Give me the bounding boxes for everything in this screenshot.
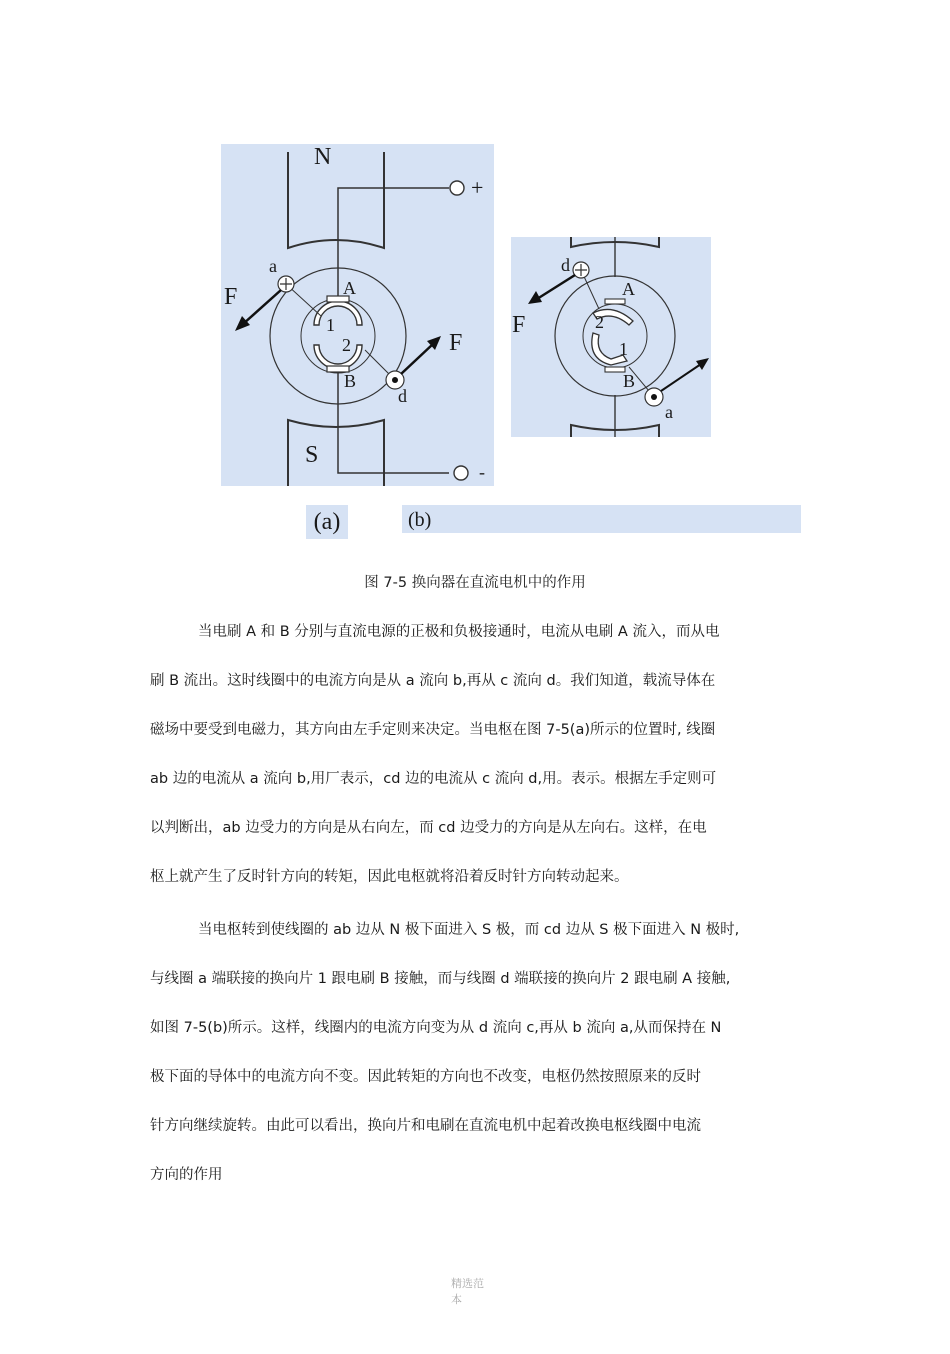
paragraph-line: 极下面的导体中的电流方向不变。因此转矩的方向也不改变，电枢仍然按照原来的反时 — [150, 1069, 701, 1085]
terminal-plus-label: + — [471, 175, 484, 200]
diagram-a — [221, 144, 494, 486]
conductor-d-label: d — [398, 386, 407, 406]
paragraph-line: 如图 7-5(b)所示。这样，线圈内的电流方向变为从 d 流向 c,再从 b 流向 a,从而保持在 N — [150, 1020, 722, 1036]
segment-1-label-b: 1 — [619, 339, 628, 359]
force-right-label: F — [449, 330, 463, 356]
paragraph-line: 枢上就产生了反时针方向的转矩，因此电枢就将沿着反时针方向转动起来。 — [150, 869, 629, 885]
paragraph-line: 当电刷 A 和 B 分别与直流电源的正极和负极接通时，电流从电刷 A 流入，而从电 — [198, 624, 720, 640]
terminal-negative — [454, 466, 468, 480]
segment-2-label: 2 — [342, 335, 351, 355]
paragraph-line: 以判断出，ab 边受力的方向是从右向左，而 cd 边受力的方向是从左向右。这样，在电 — [150, 820, 707, 836]
conductor-d-label-b: d — [561, 255, 570, 275]
segment-1-label: 1 — [326, 315, 335, 335]
page-footer — [451, 1276, 511, 1308]
brush-b-b — [605, 367, 625, 372]
paragraph-line: 磁场中要受到电磁力，其方向由左手定则来决定。当电枢在图 7-5(a)所示的位置时, 线圈 — [150, 722, 716, 738]
current-out-icon — [392, 377, 398, 383]
force-left-label: F — [224, 284, 238, 310]
brush-a-b — [605, 299, 625, 304]
conductor-a-label-b: a — [665, 402, 673, 422]
conductor-a-label: a — [269, 256, 277, 276]
subfigure-a-label: (a) — [306, 505, 348, 539]
paragraph-1 — [150, 608, 800, 902]
brush-b-label: B — [344, 371, 357, 391]
figure-caption: 图 7-5 换向器在直流电机中的作用 — [364, 575, 586, 591]
paragraph-line: 刷 B 流出。这时线圈中的电流方向是从 a 流向 b,再从 c 流向 d。我们知道，载流导体在 — [150, 673, 716, 689]
paragraph-line: 针方向继续旋转。由此可以看出，换向片和电刷在直流电机中起着改换电枢线圈中电流 — [150, 1118, 701, 1134]
terminal-minus-label: - — [479, 462, 485, 482]
diagram-b — [511, 237, 711, 437]
diagram-b-svg — [511, 237, 711, 437]
segment-2-label-b: 2 — [595, 312, 604, 332]
force-left-label-b: F — [512, 312, 526, 338]
paragraph-line: ab 边的电流从 a 流向 b,用厂表示，cd 边的电流从 c 流向 d,用。表示。根据左手定则可 — [150, 771, 717, 787]
diagram-a-svg — [221, 144, 494, 486]
brush-b-label-b: B — [623, 371, 636, 391]
footer-line-2: 本 — [451, 1293, 462, 1306]
pole-n-label: N — [314, 144, 332, 170]
brush-a-label: A — [343, 278, 356, 298]
footer-line-1: 精选范 — [451, 1277, 484, 1290]
pole-s-label: S — [305, 442, 319, 468]
paragraph-line: 当电枢转到使线圈的 ab 边从 N 极下面进入 S 极，而 cd 边从 S 极下面进入 N 极时, — [198, 922, 740, 938]
paragraph-line: 与线圈 a 端联接的换向片 1 跟电刷 B 接触，而与线圈 d 端联接的换向片 2 跟电刷 A 接触, — [150, 971, 731, 987]
current-out-icon-b — [651, 394, 657, 400]
paragraph-2 — [150, 906, 800, 1200]
terminal-positive — [450, 181, 464, 195]
subfigure-b-label: (b) — [402, 505, 801, 533]
brush-a-label-b: A — [622, 279, 635, 299]
paragraph-line: 方向的作用 — [150, 1167, 223, 1183]
